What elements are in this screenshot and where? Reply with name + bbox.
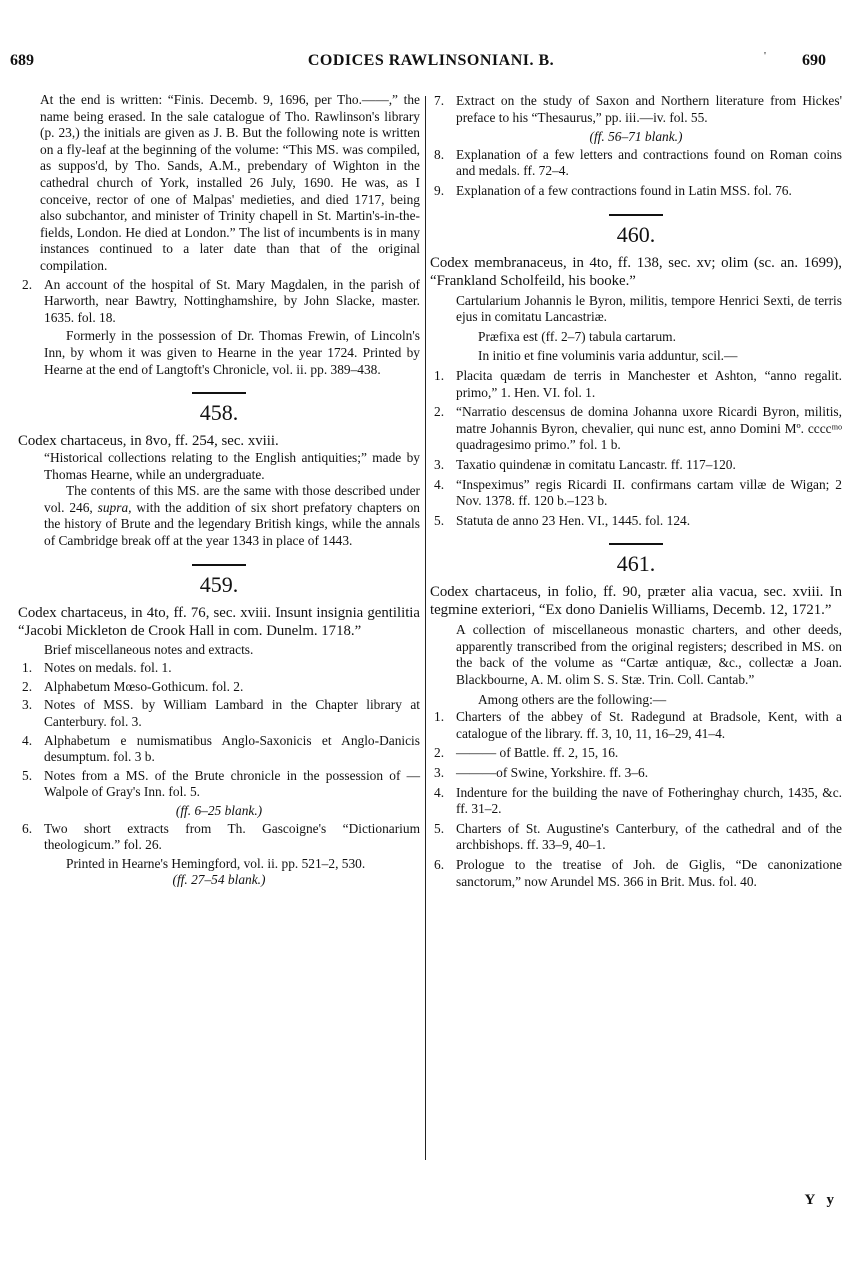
item-number: 7. bbox=[434, 93, 445, 108]
item-text: Notes from a MS. of the Brute chronicle in the possession of — Walpole of Gray's Inn. fol. 5. bbox=[44, 767, 420, 800]
item-text: An account of the hospital of St. Mary Magdalen, in the parish of Harworth, near Bawtry, Nottinghamshire, by John Slacke, master. 1635. fol. 18. bbox=[44, 276, 420, 325]
right-column bbox=[430, 92, 842, 893]
blank-note: (ff. 6–25 blank.) bbox=[175, 803, 263, 818]
list-item bbox=[18, 697, 420, 730]
item-text: ———of Swine, Yorkshire. ff. 3–6. bbox=[456, 765, 649, 781]
running-title: CODICES RAWLINSONIANI. B. bbox=[307, 52, 555, 69]
item-list-mid bbox=[430, 147, 842, 200]
list-item bbox=[430, 709, 842, 742]
blank-note: (ff. 27–54 blank.) bbox=[172, 872, 266, 888]
item-text: Indenture for the building the nave of Fotheringhay church, 1435, &c. ff. 31–2. bbox=[456, 784, 842, 817]
item-number: 9. bbox=[434, 182, 445, 198]
section-number-459: 459. bbox=[199, 571, 239, 597]
item-text: Alphabetum e numismatibus Anglo-Saxonicis et Anglo-Danicis desumptum. fol. 3 b. bbox=[44, 732, 420, 765]
item-number: 3. bbox=[434, 765, 445, 781]
note-supra: supra, bbox=[97, 499, 132, 515]
item-number: 5. bbox=[434, 820, 445, 836]
list-item bbox=[430, 857, 842, 890]
item-text: Statuta de anno 23 Hen. VI., 1445. fol. 124. bbox=[456, 512, 691, 528]
header-tick-mark: ' bbox=[764, 50, 766, 62]
among-others: Among others are the following:— bbox=[478, 691, 667, 707]
list-item bbox=[18, 277, 420, 327]
item-number: 8. bbox=[434, 146, 445, 162]
item-number: 5. bbox=[434, 512, 445, 528]
prefixed-note: Præfixa est (ff. 2–7) tabula cartarum. bbox=[478, 328, 676, 344]
item-text: Two short extracts from Th. Gascoigne's “Dictionarium theologicum.” fol. 26. bbox=[44, 820, 420, 853]
list-item bbox=[430, 183, 842, 200]
item-text: Charters of the abbey of St. Radegund at Bradsole, Kent, with a catalogue of the library. ff. 3, 10, 11, 16–29, 41–4. bbox=[456, 709, 842, 741]
list-item bbox=[430, 147, 842, 180]
item-number: 1. bbox=[434, 709, 445, 725]
running-header bbox=[10, 52, 852, 78]
content-description-458: “Historical collections relating to the English antiquities;” made by Thomas Hearne, while an undergraduate. bbox=[44, 450, 420, 482]
item-text: Notes of MSS. by William Lambard in the Chapter library at Canterbury. fol. 3. bbox=[44, 697, 420, 730]
column-divider bbox=[425, 96, 426, 1160]
intro-paragraph: At the end is written: “Finis. Decemb. 9, 1696, per Tho.——,” the name being erased. In the sale catalogue of Tho. Rawlinson's library (p. 23,) the initials are given as J. B. But the following note is written on a fly-leaf at the beginning of the volume: “This MS. was compiled, as suppos'd, by Tho. Sands, A.M., prebendary of Wighton in the cathedral church of York, installed 26 July, 1690. He was, as I conceive, rector of one of Malpas' medieties, and died 1717, being also subchantor, and minister of Trinity chapell in St. Martin's-in-the-fields, London. He died at London.” The list of incumbents is in many instances continued to a later date than that of the original compilation. bbox=[40, 92, 420, 273]
item-text: Taxatio quindenæ in comitatu Lancastr. ff. 117–120. bbox=[456, 456, 736, 472]
item-text: Prologue to the treatise of Joh. de Giglis, “De canonizatione sanctorum,” now Arundel MS. 366 in Brit. Mus. fol. 40. bbox=[456, 857, 842, 889]
item-number: 2. bbox=[22, 276, 33, 292]
cartulary-description: Cartularium Johannis le Byron, militis, tempore Henrici Sexti, de terris ejus in comitatu Lancastriæ. bbox=[456, 292, 842, 325]
item-text: Extract on the study of Saxon and Northern literature from Hickes' preface to his “Thesaurus,” pp. iii.—iv. fol. 55. bbox=[456, 93, 842, 125]
codex-description-459: Codex chartaceus, in 4to, ff. 76, sec. xviii. Insunt insignia gentilitia “Jacobi Mickleton de Crook Hall in com. Dunelm. 1718.” bbox=[18, 604, 420, 639]
item-text: Explanation of a few letters and contractions found on Roman coins and medals. ff. 72–4. bbox=[456, 146, 842, 179]
item-text: Placita quædam de terris in Manchester et Ashton, “anno regalit. primo,” 1. Hen. VI. fol. 1. bbox=[456, 367, 842, 400]
list-item bbox=[430, 93, 842, 126]
item-list-top bbox=[430, 93, 842, 126]
item-number: 2. bbox=[434, 404, 445, 420]
section-rule bbox=[609, 543, 663, 545]
list-item bbox=[18, 679, 420, 696]
item-number: 5. bbox=[22, 767, 33, 783]
section-number-461: 461. bbox=[616, 551, 656, 577]
section-number-460: 460. bbox=[616, 221, 656, 247]
list-item bbox=[430, 457, 842, 474]
list-item bbox=[18, 660, 420, 677]
list-item bbox=[430, 513, 842, 530]
item-list-460 bbox=[430, 368, 842, 529]
item-text: Alphabetum Mœso-Gothicum. fol. 2. bbox=[44, 678, 244, 694]
item-note: Printed in Hearne's Hemingford, vol. ii. pp. 521–2, 530. bbox=[66, 855, 366, 871]
blank-note: (ff. 56–71 blank.) bbox=[589, 129, 683, 145]
item-number: 1. bbox=[434, 367, 445, 383]
item-text: “Inspeximus” regis Ricardi II. confirmans cartam villæ de Wigan; 2 Nov. 1378. ff. 120 b.–123 b. bbox=[456, 476, 842, 509]
brief-notes: Brief miscellaneous notes and extracts. bbox=[44, 641, 254, 657]
item-number: 6. bbox=[22, 820, 33, 836]
item-text: “Narratio descensus de domina Johanna uxore Ricardi Byron, militis, matre Johannis Byron, chevalier, qui nunc est, anno Domini Mº. ccccᵐᵒ quadragesimo primo.” fol. 1 b. bbox=[456, 404, 842, 453]
list-item bbox=[18, 821, 420, 854]
section-rule bbox=[192, 564, 246, 566]
list-item bbox=[430, 404, 842, 454]
codex-description-458: Codex chartaceus, in 8vo, ff. 254, sec. xviii. bbox=[18, 433, 279, 450]
list-item bbox=[18, 768, 420, 801]
list-item bbox=[430, 368, 842, 401]
item-number: 2. bbox=[22, 678, 33, 694]
section-rule bbox=[192, 392, 246, 394]
page-number-right: 690 bbox=[802, 52, 826, 69]
content-note-458 bbox=[18, 483, 420, 549]
item-list-461 bbox=[430, 709, 842, 890]
item-number: 3. bbox=[22, 697, 33, 713]
collection-description: A collection of miscellaneous monastic charters, and other deeds, apparently transcribed from the original registers; described in MS. on the back of the volume as “Cartæ antiquæ, &c., collectæ a Joan. Blackbourne, A. M. olim S. S. Stæ. Trin. Coll. Cantab.” bbox=[456, 622, 842, 688]
list-item bbox=[430, 785, 842, 818]
item-number: 3. bbox=[434, 456, 445, 472]
list-item bbox=[18, 733, 420, 766]
section-number-458: 458. bbox=[199, 400, 239, 426]
item-number: 2. bbox=[434, 745, 445, 761]
list-item bbox=[430, 477, 842, 510]
item-number: 4. bbox=[22, 732, 33, 748]
codex-description-461: Codex chartaceus, in folio, ff. 90, præter alia vacua, sec. xviii. In tegmine exteriori, “Ex dono Danielis Williams, Decemb. 12, 1721.” bbox=[430, 584, 842, 619]
left-column bbox=[18, 92, 420, 889]
list-item bbox=[430, 765, 842, 782]
item-text: Notes on medals. fol. 1. bbox=[44, 660, 172, 676]
item-list-459 bbox=[18, 660, 420, 801]
codex-description-460: Codex membranaceus, in 4to, ff. 138, sec. xv; olim (sc. an. 1699), “Frankland Scholfeild, his booke.” bbox=[430, 254, 842, 289]
item-number: 6. bbox=[434, 857, 445, 872]
list-item bbox=[430, 821, 842, 854]
item-number: 4. bbox=[434, 476, 445, 492]
item-number: 4. bbox=[434, 784, 445, 800]
item-text: ——— of Battle. ff. 2, 15, 16. bbox=[456, 745, 619, 761]
item-text: Charters of St. Augustine's Canterbury, of the cathedral and of the archbishops. ff. 33–9, 40–1. bbox=[456, 820, 842, 853]
page-number-left: 689 bbox=[10, 52, 34, 69]
signature-mark: Y y bbox=[804, 1192, 838, 1208]
list-item bbox=[430, 745, 842, 762]
section-rule bbox=[609, 214, 663, 216]
initio-note: In initio et fine voluminis varia adduntur, scil.— bbox=[478, 348, 738, 364]
item-text: Explanation of a few contractions found in Latin MSS. fol. 76. bbox=[456, 182, 792, 198]
item-note: Formerly in the possession of Dr. Thomas Frewin, of Lincoln's Inn, by whom it was given to Hearne in the year 1724. Printed by Hearne at the end of Langtoft's Chronicle, vol. ii. pp. 389–438. bbox=[44, 328, 420, 377]
note-text: with the addition of six short prefatory chapters on the history of Brute and the legendary British kings, while the annals of Cambridge break off at the year 1343 in place of 1443. bbox=[44, 499, 420, 549]
item-number: 1. bbox=[22, 660, 33, 676]
note-text: The contents of this MS. are the same with those described under vol. 246, bbox=[44, 483, 420, 515]
